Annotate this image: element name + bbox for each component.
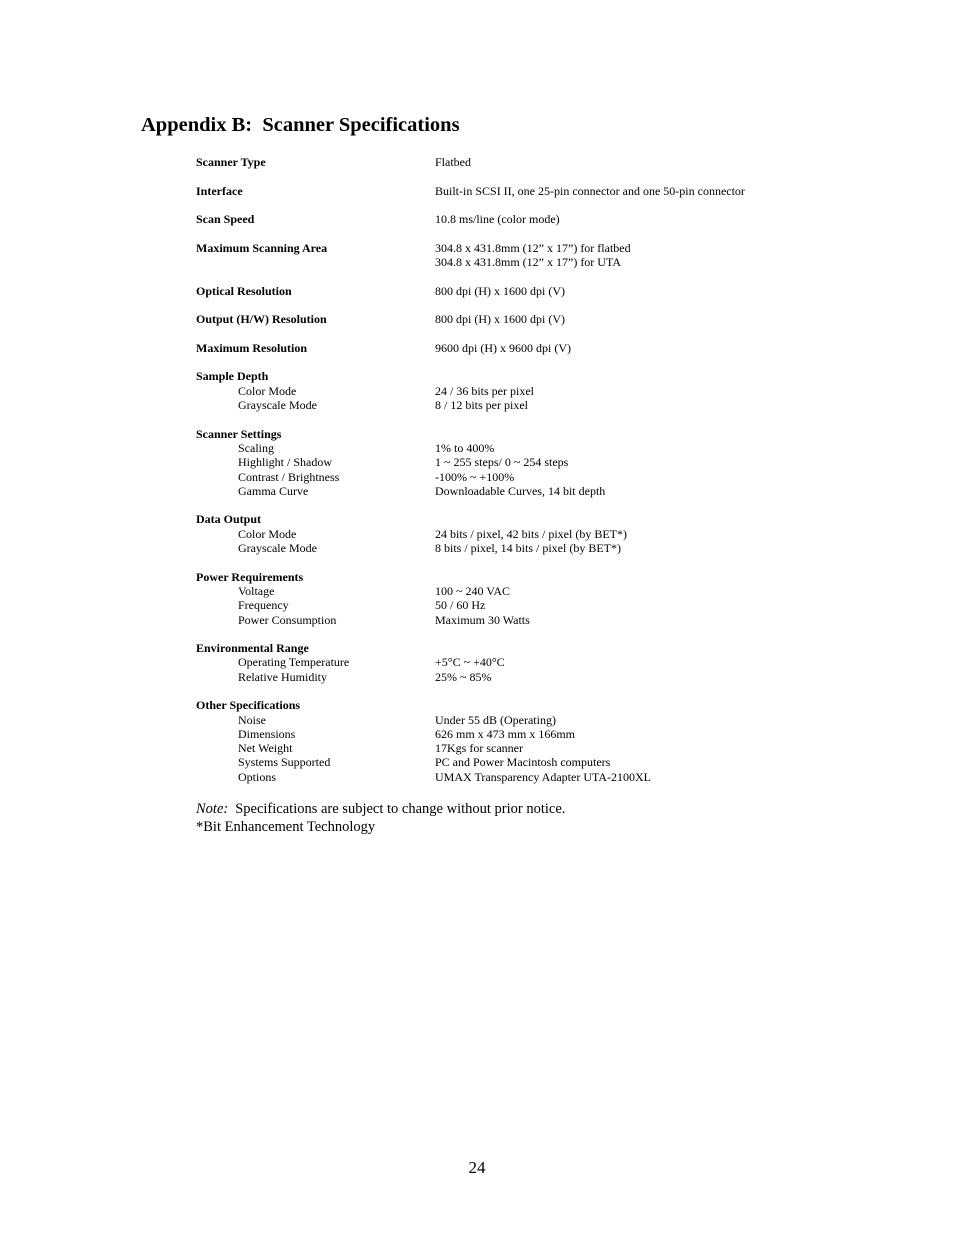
spec-row (196, 455, 896, 469)
spec-value: Maximum 30 Watts (435, 612, 530, 627)
spec-row (196, 155, 896, 169)
spec-row (196, 713, 896, 727)
spec-value: 17Kgs for scanner (435, 741, 523, 756)
page-number: 24 (468, 1158, 486, 1177)
spec-sublabel: Power Consumption (238, 612, 337, 627)
spec-value: Under 55 dB (Operating) (435, 712, 556, 727)
spec-sublabel: Noise (238, 712, 266, 727)
spec-sublabel: Highlight / Shadow (238, 455, 333, 470)
spec-section (196, 312, 896, 326)
spec-sublabel: Net Weight (238, 741, 293, 756)
spec-row (196, 184, 896, 198)
spec-heading: Power Requirements (196, 569, 304, 584)
spec-value: 800 dpi (H) x 1600 dpi (V) (435, 283, 565, 298)
spec-row (196, 312, 896, 326)
spec-section (196, 241, 896, 270)
spec-section (196, 641, 896, 684)
spec-sublabel: Scaling (238, 440, 274, 455)
spec-heading-row (196, 570, 896, 584)
note-text: Specifications are subject to change without prior notice. (235, 801, 566, 817)
spec-row (196, 398, 896, 412)
spec-label: Optical Resolution (196, 283, 292, 298)
spec-heading-row (196, 641, 896, 655)
note-label: Note: (196, 801, 229, 817)
spec-row (196, 670, 896, 684)
spec-heading: Sample Depth (196, 369, 269, 384)
spec-row (196, 384, 896, 398)
footnote: *Bit Enhancement Technology (196, 819, 376, 835)
spec-value: -100% ~ +100% (435, 469, 515, 484)
spec-row (196, 470, 896, 484)
spec-section (196, 184, 896, 198)
spec-heading: Data Output (196, 512, 262, 527)
spec-sublabel: Relative Humidity (238, 669, 327, 684)
spec-value: 100 ~ 240 VAC (435, 583, 511, 598)
spec-value: Built-in SCSI II, one 25-pin connector and one 50-pin connector (435, 183, 745, 198)
spec-value: 800 dpi (H) x 1600 dpi (V) (435, 312, 565, 327)
spec-sublabel: Color Mode (238, 383, 297, 398)
spec-row (196, 441, 896, 455)
spec-sublabel: Color Mode (238, 526, 297, 541)
spec-section (196, 341, 896, 355)
spec-value: PC and Power Macintosh computers (435, 755, 611, 770)
spec-row (196, 584, 896, 598)
spec-row (196, 598, 896, 612)
spec-value: 304.8 x 431.8mm (12” x 17”) for UTA (435, 255, 622, 270)
spec-value: Flatbed (435, 155, 471, 169)
spec-sublabel: Grayscale Mode (238, 541, 317, 556)
spec-value: 304.8 x 431.8mm (12” x 17”) for flatbed (435, 240, 631, 255)
spec-label: Output (H/W) Resolution (196, 312, 327, 327)
spec-row (196, 527, 896, 541)
spec-section (196, 369, 896, 412)
spec-value: 24 / 36 bits per pixel (435, 383, 534, 398)
spec-label: Maximum Resolution (196, 340, 307, 355)
spec-row (196, 655, 896, 669)
spec-sublabel: Options (238, 769, 277, 784)
spec-heading-row (196, 369, 896, 383)
spec-row (196, 770, 896, 784)
spec-label: Scan Speed (196, 212, 255, 227)
spec-row (196, 241, 896, 255)
spec-row (196, 755, 896, 769)
spec-row (196, 727, 896, 741)
note-block (196, 800, 565, 836)
page-title: Appendix B: Scanner Specifications (141, 114, 460, 136)
spec-value: 24 bits / pixel, 42 bits / pixel (by BET*) (435, 526, 627, 541)
spec-row (196, 212, 896, 226)
spec-row (196, 484, 896, 498)
spec-section (196, 212, 896, 226)
spec-row (196, 741, 896, 755)
spec-row (196, 541, 896, 555)
spec-value: 50 / 60 Hz (435, 598, 486, 613)
spec-value: 626 mm x 473 mm x 166mm (435, 726, 576, 741)
spec-section (196, 284, 896, 298)
spec-value: 9600 dpi (H) x 9600 dpi (V) (435, 340, 571, 355)
spec-section (196, 427, 896, 498)
spec-sublabel: Grayscale Mode (238, 398, 317, 413)
spec-label: Maximum Scanning Area (196, 240, 328, 255)
spec-value: 8 bits / pixel, 14 bits / pixel (by BET*) (435, 541, 621, 556)
spec-heading: Environmental Range (196, 641, 309, 656)
spec-sublabel: Systems Supported (238, 755, 331, 770)
spec-value: UMAX Transparency Adapter UTA-2100XL (435, 769, 652, 784)
spec-heading-row (196, 512, 896, 526)
spec-sublabel: Voltage (238, 583, 275, 598)
spec-label: Interface (196, 183, 243, 198)
spec-section (196, 512, 896, 555)
spec-heading-row (196, 427, 896, 441)
spec-value: 8 / 12 bits per pixel (435, 398, 528, 413)
spec-row (196, 613, 896, 627)
spec-label: Scanner Type (196, 155, 266, 169)
specifications-list (196, 155, 896, 798)
spec-sublabel: Contrast / Brightness (238, 469, 340, 484)
spec-heading: Scanner Settings (196, 426, 282, 441)
spec-sublabel: Operating Temperature (238, 655, 350, 670)
spec-value: Downloadable Curves, 14 bit depth (435, 483, 606, 498)
spec-sublabel: Frequency (238, 598, 289, 613)
spec-sublabel: Dimensions (238, 726, 296, 741)
spec-row (196, 255, 896, 269)
spec-section (196, 155, 896, 169)
spec-sublabel: Gamma Curve (238, 483, 309, 498)
spec-value: 1% to 400% (435, 440, 495, 455)
spec-section (196, 698, 896, 784)
spec-row (196, 284, 896, 298)
spec-section (196, 570, 896, 627)
spec-label-spacer (196, 255, 435, 269)
spec-value: +5°C ~ +40°C (435, 655, 505, 670)
spec-value: 10.8 ms/line (color mode) (435, 212, 560, 227)
spec-heading: Other Specifications (196, 698, 301, 713)
spec-value: 1 ~ 255 steps/ 0 ~ 254 steps (435, 455, 569, 470)
note-line (196, 800, 565, 818)
spec-value: 25% ~ 85% (435, 669, 492, 684)
spec-heading-row (196, 698, 896, 712)
spec-row (196, 341, 896, 355)
